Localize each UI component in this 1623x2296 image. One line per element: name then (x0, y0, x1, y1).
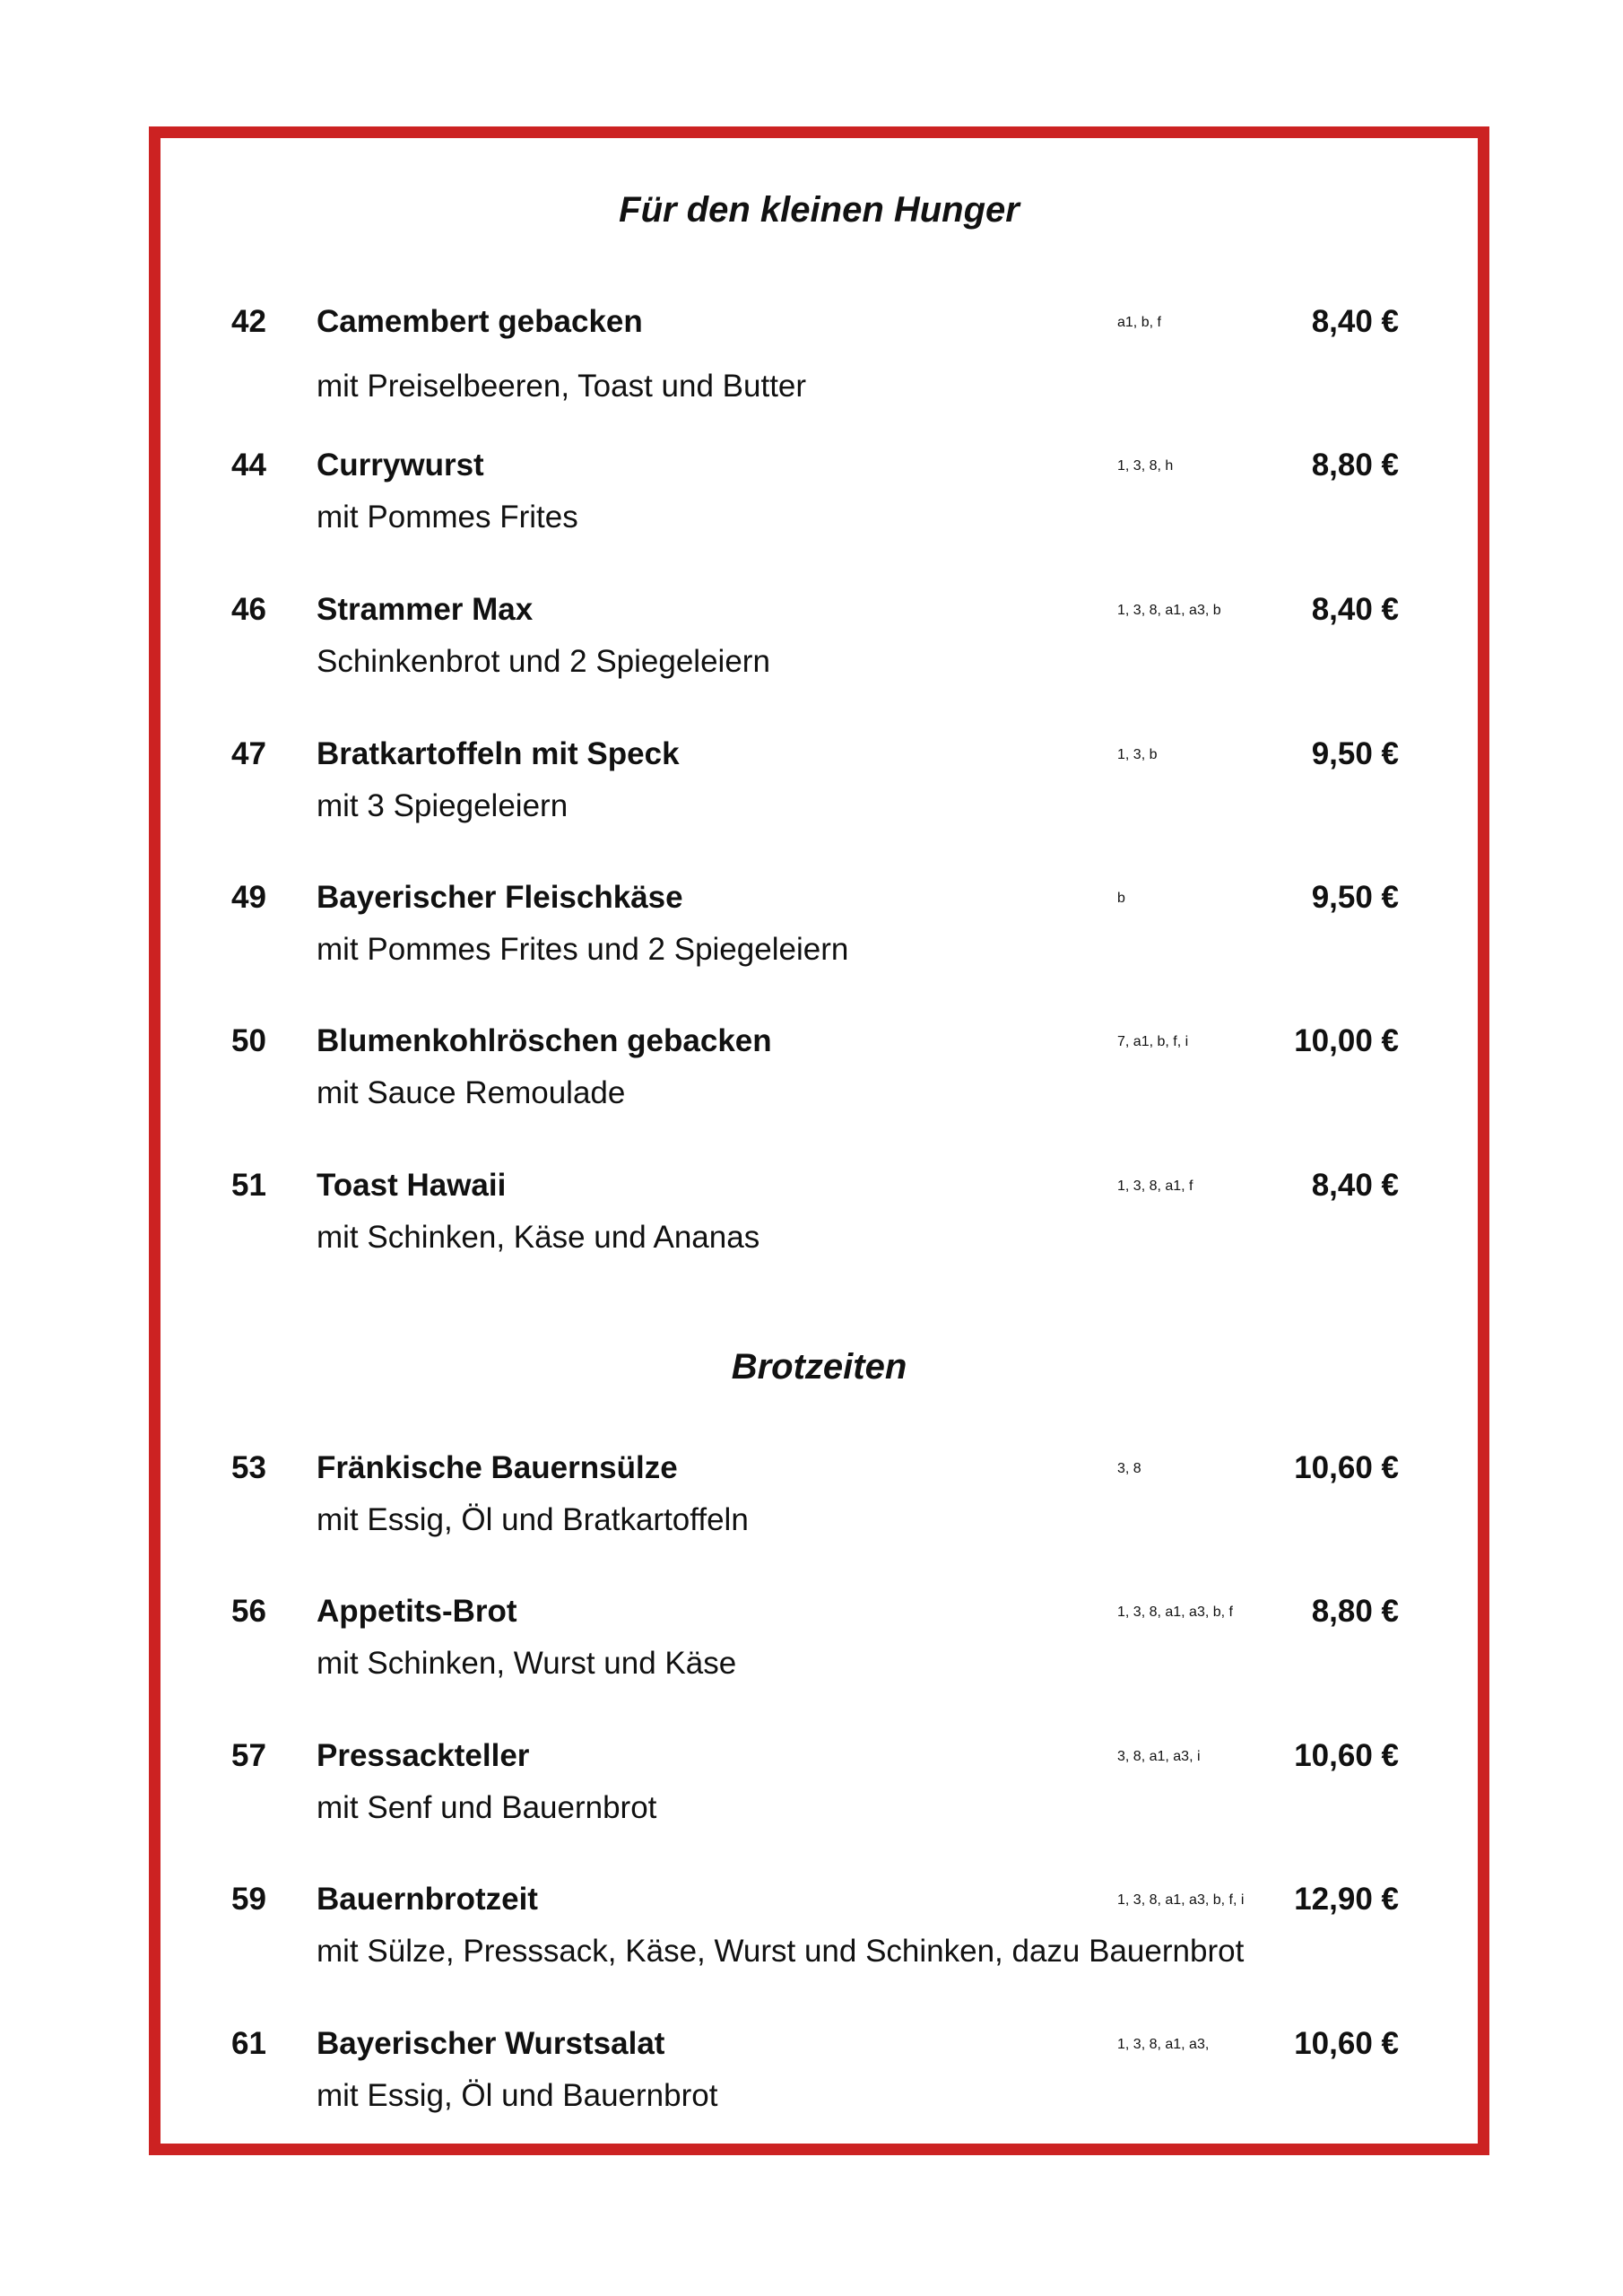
item-price: 10,00 € (1294, 1023, 1399, 1058)
item-description: mit Senf und Bauernbrot (317, 1790, 657, 1825)
item-number: 42 (231, 304, 266, 339)
item-price: 10,60 € (1294, 1738, 1399, 1773)
item-name: Blumenkohlröschen gebacken (317, 1023, 772, 1058)
menu-item-51 (0, 1167, 1623, 1274)
item-name: Strammer Max (317, 592, 534, 627)
item-name: Currywurst (317, 448, 484, 483)
item-description: mit Essig, Öl und Bauernbrot (317, 2078, 718, 2113)
item-description: mit 3 Spiegeleiern (317, 788, 568, 823)
menu-item-50 (0, 1022, 1623, 1130)
item-price: 8,40 € (1311, 304, 1399, 339)
item-number: 44 (231, 448, 266, 483)
menu-item-59 (0, 1881, 1623, 1988)
item-allergens: 1, 3, 8, a1, a3, b, f (1117, 1605, 1233, 1620)
item-allergens: 1, 3, 8, a1, a3, b (1117, 603, 1221, 618)
item-name: Camembert gebacken (317, 304, 643, 339)
item-allergens: 1, 3, 8, a1, a3, (1117, 2037, 1210, 2052)
item-description: mit Schinken, Wurst und Käse (317, 1646, 737, 1681)
item-allergens: 3, 8, a1, a3, i (1117, 1749, 1201, 1764)
item-name: Fränkische Bauernsülze (317, 1450, 678, 1485)
item-name: Bayerischer Wurstsalat (317, 2026, 665, 2061)
item-name: Pressackteller (317, 1738, 530, 1773)
item-price: 12,90 € (1294, 1882, 1399, 1917)
item-price: 8,40 € (1311, 592, 1399, 627)
item-description: mit Pommes Frites (317, 500, 578, 535)
item-allergens: 1, 3, b (1117, 747, 1158, 762)
section-title-kleiner-hunger: Für den kleinen Hunger (619, 190, 1020, 230)
item-description: mit Schinken, Käse und Ananas (317, 1220, 760, 1255)
item-price: 8,80 € (1311, 448, 1399, 483)
item-allergens: 1, 3, 8, a1, f (1117, 1178, 1193, 1194)
item-description: Schinkenbrot und 2 Spiegeleiern (317, 644, 770, 679)
item-price: 9,50 € (1311, 880, 1399, 915)
item-description: mit Pommes Frites und 2 Spiegeleiern (317, 932, 849, 967)
item-price: 10,60 € (1294, 1450, 1399, 1485)
item-description: mit Essig, Öl und Bratkartoffeln (317, 1502, 749, 1537)
item-number: 53 (231, 1450, 266, 1485)
menu-item-57 (0, 1737, 1623, 1845)
item-number: 47 (231, 736, 266, 771)
item-allergens: 7, a1, b, f, i (1117, 1034, 1189, 1049)
item-name: Bauernbrotzeit (317, 1882, 538, 1917)
menu-item-49 (0, 879, 1623, 987)
item-description: mit Sauce Remoulade (317, 1075, 626, 1110)
item-number: 50 (231, 1023, 266, 1058)
menu-item-61 (0, 2025, 1623, 2133)
menu-item-56 (0, 1593, 1623, 1700)
item-description: mit Sülze, Presssack, Käse, Wurst und Schinken, dazu Bauernbrot (317, 1934, 1245, 1969)
menu-item-46 (0, 591, 1623, 699)
item-allergens: 3, 8 (1117, 1461, 1141, 1476)
item-number: 46 (231, 592, 266, 627)
item-name: Bratkartoffeln mit Speck (317, 736, 680, 771)
item-number: 61 (231, 2026, 266, 2061)
item-price: 8,80 € (1311, 1594, 1399, 1629)
item-number: 49 (231, 880, 266, 915)
item-name: Appetits-Brot (317, 1594, 517, 1629)
section-title-brotzeiten: Brotzeiten (731, 1347, 907, 1387)
item-name: Toast Hawaii (317, 1168, 507, 1203)
item-allergens: 1, 3, 8, h (1117, 458, 1174, 474)
item-price: 9,50 € (1311, 736, 1399, 771)
item-price: 10,60 € (1294, 2026, 1399, 2061)
menu-frame (149, 126, 1489, 2155)
menu-item-53 (0, 1449, 1623, 1557)
item-allergens: b (1117, 891, 1125, 906)
item-description: mit Preiselbeeren, Toast und Butter (317, 369, 807, 404)
item-allergens: a1, b, f (1117, 315, 1161, 330)
menu-item-47 (0, 735, 1623, 843)
menu-item-44 (0, 447, 1623, 554)
item-number: 56 (231, 1594, 266, 1629)
item-number: 51 (231, 1168, 266, 1203)
menu-item-42 (0, 303, 1623, 411)
item-name: Bayerischer Fleischkäse (317, 880, 683, 915)
item-number: 59 (231, 1882, 266, 1917)
item-number: 57 (231, 1738, 266, 1773)
item-allergens: 1, 3, 8, a1, a3, b, f, i (1117, 1892, 1245, 1908)
item-price: 8,40 € (1311, 1168, 1399, 1203)
